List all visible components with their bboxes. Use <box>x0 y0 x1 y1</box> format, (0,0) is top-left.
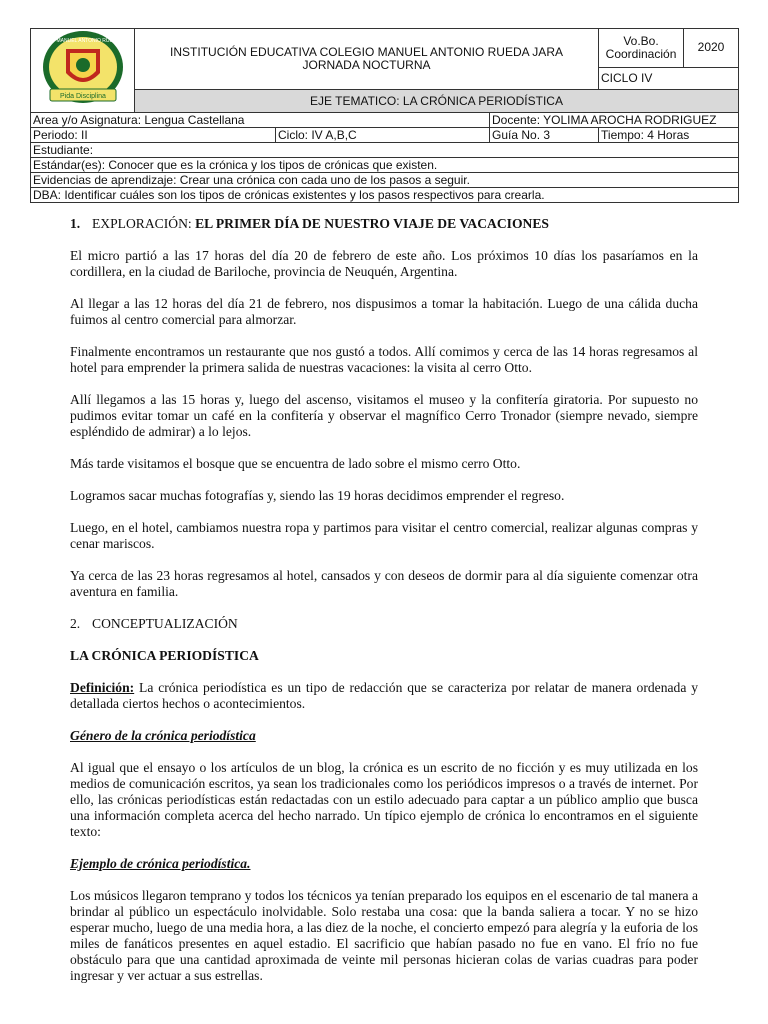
genero-title: Género de la crónica periodística <box>70 728 256 743</box>
logo-top-text: COLEGIO MANUEL ANTONIO RUEDA JARA <box>35 38 130 44</box>
eje-tematico: EJE TEMATICO: LA CRÓNICA PERIODÍSTICA <box>135 90 739 113</box>
docente-cell: Docente: YOLIMA AROCHA RODRIGUEZ <box>490 113 739 128</box>
section1-paragraph: Al llegar a las 12 horas del día 21 de febrero, nos dispusimos a tomar la habitación. Luego de una cálida ducha fuimos al centro comercial para almorzar. <box>70 296 698 327</box>
ciclo-cell: CICLO IV <box>599 67 739 90</box>
section1-paragraph: Allí llegamos a las 15 horas y, luego del ascenso, visitamos el museo y la confitería giratoria. Por supuesto no pudimos evitar tomar un café en la confitería y observar el magnífico Cerro Tronador (siempre nevado, siempre espléndido de admirar) a lo lejos. <box>70 392 698 439</box>
section2-heading: 2. CONCEPTUALIZACIÓN <box>70 616 238 631</box>
ejemplo-paragraph: Los músicos llegaron temprano y todos los técnicos ya tenían preparado los equipos en el escenario de tal manera a brindar al público un espectáculo inolvidable. Solo restaba una cosa: que la banda saliera a tocar. Y no se hizo esperar mucho, luego de una media hora, a las diez de la noche, el concierto empezó para alegría y la euforia de los miles de fanáticos presentes en aquel estadio. El sacrificio que habían pasado no fue en vano. El frío no fue obstáculo para que una cantidad aproximada de veinte mil personas hicieran colas de varias cuadras para poder ingresar y ver actuar a sus estrellas. <box>70 888 698 983</box>
logo-banner-text: Pida Disciplina <box>59 93 106 100</box>
year-cell: 2020 <box>684 29 739 68</box>
header-table <box>30 28 739 203</box>
definition-text: La crónica periodística es un tipo de redacción que se caracteriza por relatar de manera ordenada y detallada ciertos hechos o acontecimientos. <box>70 680 698 711</box>
definition-label: Definición: <box>70 680 135 695</box>
institution-name: INSTITUCIÓN EDUCATIVA COLEGIO MANUEL ANTONIO RUEDA JARA JORNADA NOCTURNA <box>135 29 599 90</box>
estandar-cell: Estándar(es): Conocer que es la crónica y los tipos de crónicas que existen. <box>31 158 739 173</box>
section1-paragraph: Logramos sacar muchas fotografías y, siendo las 19 horas decidimos emprender el regreso. <box>70 488 565 503</box>
section1-paragraph: Más tarde visitamos el bosque que se encuentra de lado sobre el mismo cerro Otto. <box>70 456 521 471</box>
area-cell: Area y/o Asignatura: Lengua Castellana <box>31 113 490 128</box>
section1-paragraph: Finalmente encontramos un restaurante que nos gustó a todos. Allí comimos y cerca de las 14 horas regresamos al hotel para emprender la primera salida de nuestras vacaciones: la visita al cerro Otto. <box>70 344 698 375</box>
section1-paragraph: Ya cerca de las 23 horas regresamos al hotel, cansados y con deseos de dormir para al día siguiente comenzar otra aventura en familia. <box>70 568 698 599</box>
guia-cell: Guía No. 3 <box>490 128 599 143</box>
section1-heading: 1. EXPLORACIÓN: EL PRIMER DÍA DE NUESTRO VIAJE DE VACACIONES <box>70 216 549 231</box>
section1-paragraph: Luego, en el hotel, cambiamos nuestra ropa y partimos para visitar el centro comercial, realizar algunas compras y cenar mariscos. <box>70 520 698 551</box>
section1-paragraph: El micro partió a las 17 horas del día 20 de febrero de este año. Los próximos 10 días los pasaríamos en la cordillera, en la ciudad de Bariloche, provincia de Neuquén, Argentina. <box>70 248 698 279</box>
school-crest-icon <box>36 29 130 109</box>
tiempo-cell: Tiempo: 4 Horas <box>599 128 739 143</box>
ejemplo-title: Ejemplo de crónica periodística. <box>70 856 251 871</box>
ciclo-detail-cell: Ciclo: IV A,B,C <box>276 128 490 143</box>
school-logo-cell <box>31 29 135 113</box>
evidencias-cell: Evidencias de aprendizaje: Crear una crónica con cada uno de los pasos a seguir. <box>31 173 739 188</box>
dba-cell: DBA: Identificar cuáles son los tipos de crónicas existentes y los pasos respectivos para crearla. <box>31 188 739 203</box>
definition-paragraph <box>70 680 698 712</box>
periodo-cell: Periodo: II <box>31 128 276 143</box>
estudiante-cell: Estudiante: <box>31 143 739 158</box>
vobo-cell: Vo.Bo. Coordinación <box>599 29 684 68</box>
genero-paragraph: Al igual que el ensayo o los artículos de un blog, la crónica es un escrito de no ficción y es muy utilizada en los medios de comunicación escritos, ya sean los tradicionales como los periódicos impresos o a través de internet. Por ello, las crónicas periodísticas están redactadas con un estilo adecuado para captar a un público amplio que busca una información completa acerca del hecho narrado. Un típico ejemplo de crónica lo encontramos en el siguiente texto: <box>70 760 698 839</box>
document-body <box>70 216 698 984</box>
cronica-heading: LA CRÓNICA PERIODÍSTICA <box>70 648 259 663</box>
